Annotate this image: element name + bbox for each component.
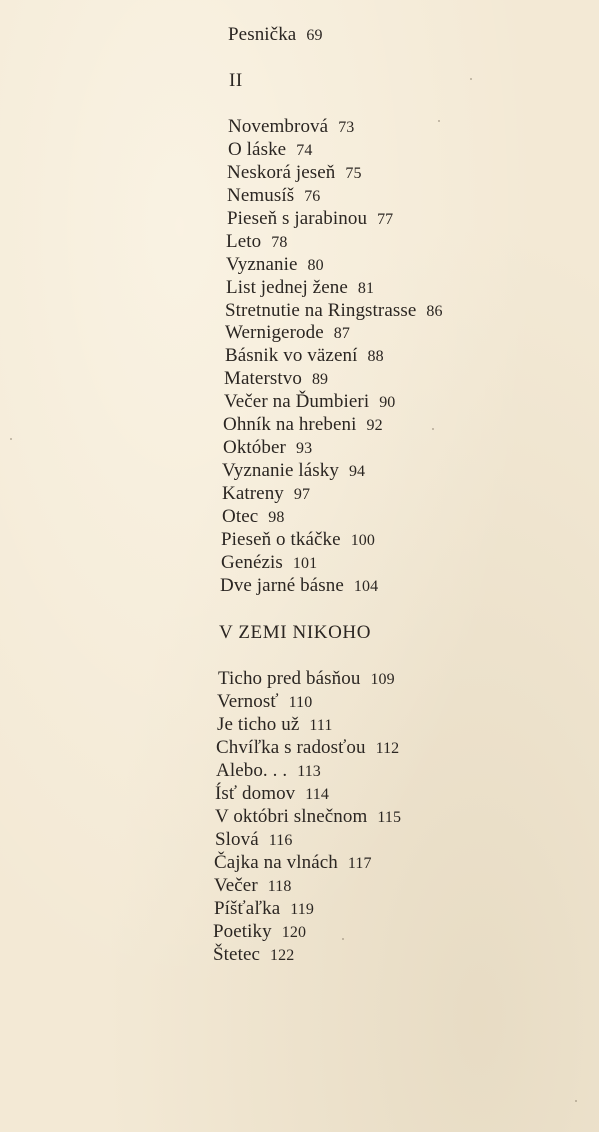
paper-speck [10,438,12,440]
toc-entry [221,552,317,575]
toc-entry [225,322,350,345]
toc-entry-title: Píšťaľka [214,898,281,919]
toc-entry-page: 94 [348,463,366,480]
toc-entry [224,391,395,414]
toc-entry [222,483,310,506]
toc-entry [217,691,312,714]
paper-speck [438,120,440,122]
toc-entry-title: Leto [226,231,262,252]
toc-entry-title: Pieseň o tkáčke [221,529,341,550]
toc-entry-title: Materstvo [224,368,302,389]
toc-entry-title: List jednej žene [226,277,348,298]
toc-entry-title: Október [223,437,286,458]
toc-entry-page: 100 [350,532,375,549]
toc-entry [217,714,332,737]
toc-entry [226,277,374,300]
toc-entry-page: 122 [270,947,295,964]
toc-entry-page: 88 [367,348,384,365]
toc-entry-page: 86 [426,303,443,320]
toc-entry-page: 120 [281,924,307,941]
toc-entry-title: Wernigerode [225,322,324,343]
toc-entry-title: Večer [214,875,258,896]
toc-entry [227,162,362,185]
toc-entry-title: Poetiky [213,921,272,942]
toc-entry [223,437,312,460]
toc-entry [225,300,443,323]
toc-entry-title: Čajka na vlnách [214,852,338,873]
toc-entry-title: Pieseň s jarabinou [227,208,368,229]
toc-entry-title: Ticho pred básňou [218,668,361,689]
paper-speck [470,78,472,80]
toc-entry [214,852,372,875]
toc-entry-page: 80 [307,257,324,274]
toc-entry-page: 92 [366,417,383,434]
toc-entry-page: 112 [375,740,400,757]
toc-entry-page: 98 [268,509,285,526]
toc-entry-page: 90 [379,394,396,411]
toc-entry [213,944,294,967]
toc-entry [221,529,375,552]
toc-entry-page: 76 [304,188,321,205]
section-heading-v-zemi-nikoho: V ZEMI NIKOHO [219,622,372,643]
toc-entry-page: 75 [345,165,362,182]
toc-entry-page: 101 [292,555,318,572]
toc-entry-page: 114 [305,786,329,803]
toc-entry-title: Vyznanie lásky [222,460,339,481]
paper-speck [575,1100,577,1102]
toc-entry-page: 93 [295,440,313,457]
section-heading-ii: II [229,70,243,91]
paper-speck [432,428,434,430]
toc-entry [222,460,365,483]
toc-entry-page: 89 [311,371,329,388]
toc-entry-page: 77 [377,211,394,228]
toc-entry-title: Básnik vo väzení [225,345,358,366]
toc-entry-title: Katreny [222,483,284,504]
toc-entry-title: Pesnička [228,24,297,45]
toc-entry-title: Chvíľka s radosťou [216,737,366,758]
toc-entry-title: Nemusíš [227,185,295,206]
toc-entry-page: 118 [267,878,292,895]
toc-entry-title: Genézis [221,552,283,573]
toc-entry-title: Otec [222,506,259,527]
paper-speck [342,938,344,940]
toc-entry [227,185,320,208]
toc-entry-page: 74 [296,142,313,159]
toc-entry-page: 73 [338,119,355,136]
toc-entry [227,208,393,231]
toc-entry-page: 97 [293,486,311,503]
toc-entry-page: 69 [306,27,323,44]
toc-entry [215,829,293,852]
toc-entry [228,116,354,139]
toc-entry [226,254,324,277]
toc-entry-page: 78 [271,234,288,251]
toc-entry-title: V októbri slnečnom [215,806,368,827]
toc-entry-title: Alebo. . . [216,760,288,781]
toc-entry-page: 113 [297,763,321,780]
toc-entry-page: 115 [377,809,402,826]
toc-entry [228,139,312,162]
toc-entry-title: Ohník na hrebeni [223,414,357,435]
toc-entry [215,783,329,806]
toc-entry [218,668,395,691]
toc-entry-title: Štetec [213,944,261,965]
toc-entry [213,921,306,944]
toc-entry-page: 110 [288,694,313,711]
toc-entry [226,231,287,254]
toc-entry [222,506,284,529]
toc-entry-page: 119 [290,901,314,918]
toc-entry-title: Slová [215,829,259,850]
toc-entry-title: Stretnutie na Ringstrasse [225,300,417,321]
toc-entry [214,898,314,921]
toc-entry-title: Ísť domov [215,783,296,804]
toc-entry-page: 116 [268,832,293,849]
toc-entry-title: Neskorá jeseň [227,162,336,183]
toc-entry-page: 81 [357,280,375,297]
toc-entry [225,345,384,368]
toc-entry-page: 109 [370,671,395,688]
toc-entry-page: 117 [347,855,372,872]
toc-entry [214,875,291,898]
toc-entry-title: Je ticho už [217,714,300,735]
toc-entry-title: Večer na Ďumbieri [224,391,370,412]
toc-entry-page: 104 [353,578,379,595]
toc-entry [223,414,383,437]
toc-entry [216,737,399,760]
toc-entry-title: Vernosť [217,691,279,712]
toc-entry-title: Vyznanie [226,254,298,275]
toc-entry [215,806,401,829]
toc-entry-title: Novembrová [228,116,329,137]
toc-entry [224,368,328,391]
toc-entry [220,575,378,598]
toc-entry-page: 111 [309,717,333,734]
toc-entry [216,760,321,783]
toc-entry-page: 87 [333,325,350,342]
toc-entry-title: Dve jarné básne [220,575,344,596]
toc-entry-title: O láske [228,139,287,160]
toc-entry [228,24,323,47]
